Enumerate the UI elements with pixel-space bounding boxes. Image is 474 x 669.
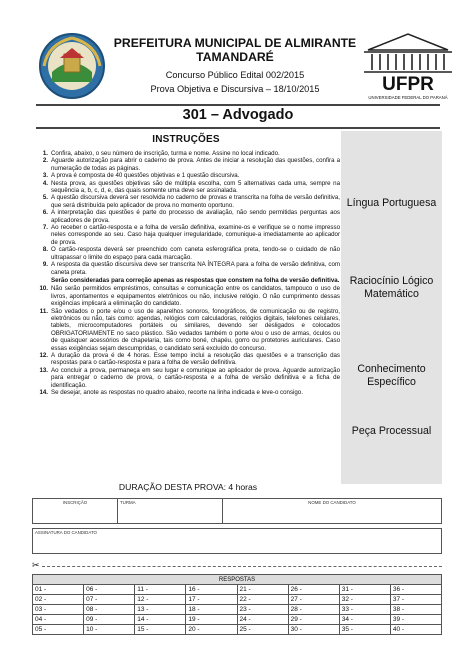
answer-cell[interactable]: 15 -: [135, 625, 186, 635]
nome-field[interactable]: [223, 499, 442, 524]
answer-cell[interactable]: 33 -: [339, 605, 390, 615]
answers-row: [33, 595, 442, 605]
instruction-number: 11.: [39, 307, 48, 315]
instructions-list: [36, 150, 340, 396]
instruction-number: 6.: [42, 209, 48, 217]
org-line-1: PREFEITURA MUNICIPAL DE ALMIRANTE: [113, 36, 357, 50]
instruction-item: [36, 285, 340, 307]
answer-cell[interactable]: 25 -: [237, 625, 288, 635]
turma-label: TURMA: [120, 500, 136, 505]
inscricao-label: INSCRIÇÃO: [62, 500, 88, 505]
answer-cell[interactable]: 11 -: [135, 585, 186, 595]
instruction-number: 10.: [39, 285, 48, 293]
subject-lingua-portuguesa: Língua Portuguesa: [346, 197, 437, 209]
instruction-item: [36, 308, 340, 352]
instruction-text: A duração da prova é de 4 horas. Esse tempo inclui a resolução das questões e a transcrição das respostas para o cartão-resposta e para a folha de versão definitiva.: [51, 351, 340, 367]
answer-cell[interactable]: 23 -: [237, 605, 288, 615]
answer-cell[interactable]: 28 -: [288, 605, 339, 615]
instruction-item: [36, 352, 340, 367]
header-divider: [36, 104, 440, 106]
answer-cell[interactable]: 03 -: [33, 605, 84, 615]
instruction-text: A questão discursiva deverá ser resolvida no caderno de provas e transcrita na folha de versão definitiva, que será distribuída pelo aplicador de prova no momento oportuno.: [51, 194, 340, 209]
answers-row: [33, 625, 442, 635]
answer-cell[interactable]: 32 -: [339, 595, 390, 605]
answer-cell[interactable]: 26 -: [288, 585, 339, 595]
instruction-item: [36, 389, 340, 396]
instruction-number: 5.: [42, 194, 48, 202]
answer-cell[interactable]: 36 -: [390, 585, 441, 595]
answer-cell[interactable]: 16 -: [186, 585, 237, 595]
answer-cell[interactable]: 05 -: [33, 625, 84, 635]
subject-conhecimento-especifico: Conhecimento Específico: [357, 363, 426, 388]
title-divider: [36, 127, 440, 129]
svg-text:UFPR: UFPR: [382, 74, 434, 95]
answers-table: [32, 574, 442, 635]
instruction-text: A interpretação das questões é parte do processo de avaliação, não sendo permitidas perguntas aos aplicadores de prova.: [51, 209, 340, 224]
subject-peca-processual: Peça Processual: [351, 425, 432, 437]
answer-cell[interactable]: 18 -: [186, 605, 237, 615]
instruction-text: Aguarde autorização para abrir o caderno de prova. Antes de iniciar a resolução das questões, confira a numeração de todas as páginas.: [51, 157, 340, 172]
answer-cell[interactable]: 35 -: [339, 625, 390, 635]
instruction-text: São vedados o porte e/ou o uso de aparelhos sonoros, fonográficos, de comunicação ou de registro, eletrônicos ou não, tais como: agendas, relógios com calculadoras, relógios digitais, telefones celulares, tablets, microcomputadores portáteis ou similares, devendo ser desligados e colocados OBRIGATORIAMENTE no saco plástico. São vedados também o porte e/ou o uso de armas, óculos ou de quaisquer acessórios de chapelaria, tais como boné, chapéu, gorro ou protetores auriculares. Caso essas exigências sejam descumpridas, o candidato será excluído do concurso.: [51, 307, 340, 352]
assinatura-label: ASSINATURA DO CANDIDATO: [35, 530, 97, 535]
instruction-item: [36, 194, 340, 209]
duration-text: DURAÇÃO DESTA PROVA: 4 horas: [118, 482, 258, 492]
answer-cell[interactable]: 34 -: [339, 615, 390, 625]
cut-line: [42, 566, 442, 567]
answer-cell[interactable]: 17 -: [186, 595, 237, 605]
org-line-2: TAMANDARÉ: [196, 50, 274, 64]
answer-cell[interactable]: 20 -: [186, 625, 237, 635]
answer-cell[interactable]: 07 -: [84, 595, 135, 605]
signature-table: [32, 528, 442, 554]
subject-raciocinio-logico: Raciocínio Lógico Matemático: [349, 275, 434, 300]
instruction-item: [36, 261, 340, 276]
instruction-item: [36, 157, 340, 172]
instruction-number: 9.: [42, 261, 48, 269]
answer-cell[interactable]: 27 -: [288, 595, 339, 605]
answer-cell[interactable]: 06 -: [84, 585, 135, 595]
instruction-number: 4.: [42, 179, 48, 187]
answer-cell[interactable]: 12 -: [135, 595, 186, 605]
exam-edital: Concurso Público Edital 002/2015: [165, 70, 305, 80]
instruction-number: 7.: [42, 224, 48, 232]
answer-cell[interactable]: 14 -: [135, 615, 186, 625]
instruction-text: O cartão-resposta deverá ser preenchido com caneta esferográfica preta, tendo-se o cuidado de não ultrapassar o limite do espaço para cada marcação.: [51, 246, 340, 261]
turma-field[interactable]: [118, 499, 223, 524]
exam-stage-date: Prova Objetiva e Discursiva – 18/10/2015: [150, 84, 320, 94]
answer-cell[interactable]: 10 -: [84, 625, 135, 635]
instructions-title: INSTRUÇÕES: [152, 134, 220, 145]
organization-name: [110, 36, 360, 64]
scissors-icon: ✂: [32, 560, 40, 570]
svg-text:UNIVERSIDADE FEDERAL DO PARANÁ: UNIVERSIDADE FEDERAL DO PARANÁ: [368, 95, 448, 100]
instruction-item: [36, 224, 340, 246]
instruction-item: [36, 209, 340, 224]
answer-cell[interactable]: 09 -: [84, 615, 135, 625]
answer-cell[interactable]: 38 -: [390, 605, 441, 615]
instruction-number: 14.: [39, 389, 48, 396]
answer-cell[interactable]: 01 -: [33, 585, 84, 595]
answer-cell[interactable]: 39 -: [390, 615, 441, 625]
answer-cell[interactable]: 37 -: [390, 595, 441, 605]
answer-cell[interactable]: 30 -: [288, 625, 339, 635]
answer-cell[interactable]: 04 -: [33, 615, 84, 625]
instruction-text: Nesta prova, as questões objetivas são de múltipla escolha, com 5 alternativas cada uma, sempre na sequência a, b, c, d, e, das quais somente uma deve ser assinalada.: [51, 179, 340, 195]
instruction-text: Ao concluir a prova, permaneça em seu lugar e comunique ao aplicador de prova. Aguarde autorização para entregar o caderno de prova, o cartão-resposta e a folha de versão definitiva e a ficha de identificação.: [51, 366, 340, 389]
answers-row: [33, 615, 442, 625]
instruction-number: 12.: [39, 351, 48, 359]
municipal-seal-logo: [38, 32, 106, 100]
instruction-text: A prova é composta de 40 questões objetivas e 1 questão discursiva.: [51, 172, 240, 180]
instruction-number: 3.: [42, 172, 48, 180]
answer-cell[interactable]: 19 -: [186, 615, 237, 625]
answer-cell[interactable]: 40 -: [390, 625, 441, 635]
instruction-item: [36, 246, 340, 261]
instruction-text: Não serão permitidos empréstimos, consultas e comunicação entre os candidatos, tampouco o uso de livros, apontamentos e equipamentos eletrônicos ou não, inclusive relógio. O não cumprimento dessas exigências implicará a eliminação do candidato.: [51, 285, 340, 308]
answers-row: [33, 605, 442, 615]
instruction-number: 2.: [42, 157, 48, 165]
assinatura-field[interactable]: [33, 529, 442, 554]
answer-cell[interactable]: 02 -: [33, 595, 84, 605]
instruction-item: [36, 150, 340, 157]
instruction-number: 8.: [42, 246, 48, 254]
answer-cell[interactable]: 31 -: [339, 585, 390, 595]
nome-label: NOME DO CANDIDATO: [308, 500, 356, 505]
answer-cell[interactable]: 13 -: [135, 605, 186, 615]
instruction-item: [36, 180, 340, 195]
answer-cell[interactable]: 29 -: [288, 615, 339, 625]
answers-header: RESPOSTAS: [33, 575, 442, 585]
instruction-item: [36, 367, 340, 389]
answers-row: [33, 585, 442, 595]
instruction-text: Ao receber o cartão-resposta e a folha de versão definitiva, examine-os e verifique se o nome impresso neles corresponde ao seu. Caso haja qualquer irregularidade, comunique-a imediatamente ao aplicador de prova.: [51, 224, 340, 246]
instruction-text: A resposta da questão discursiva deve ser transcrita NA ÍNTEGRA para a folha de versão definitiva, com caneta preta.: [51, 261, 340, 276]
instruction-number: 1.: [42, 150, 48, 157]
instruction-number: 13.: [39, 366, 48, 374]
inscricao-field[interactable]: [33, 499, 118, 524]
answer-cell[interactable]: 24 -: [237, 615, 288, 625]
answer-cell[interactable]: 08 -: [84, 605, 135, 615]
instruction-text: Se desejar, anote as respostas no quadro abaixo, recorte na linha indicada e leve-o consigo.: [51, 389, 303, 396]
exam-code-title: 301 – Advogado: [182, 107, 294, 123]
answer-cell[interactable]: 22 -: [237, 595, 288, 605]
ufpr-logo: [358, 30, 458, 102]
subjects-sidebar: [341, 131, 442, 484]
answer-cell[interactable]: 21 -: [237, 585, 288, 595]
instruction-text: Confira, abaixo, o seu número de inscrição, turma e nome. Assine no local indicado.: [51, 150, 280, 157]
candidate-info-table: [32, 498, 442, 524]
instruction-item: [36, 172, 340, 179]
instruction-note: Serão consideradas para correção apenas as respostas que constem na folha de versão definitiva.: [51, 276, 340, 284]
